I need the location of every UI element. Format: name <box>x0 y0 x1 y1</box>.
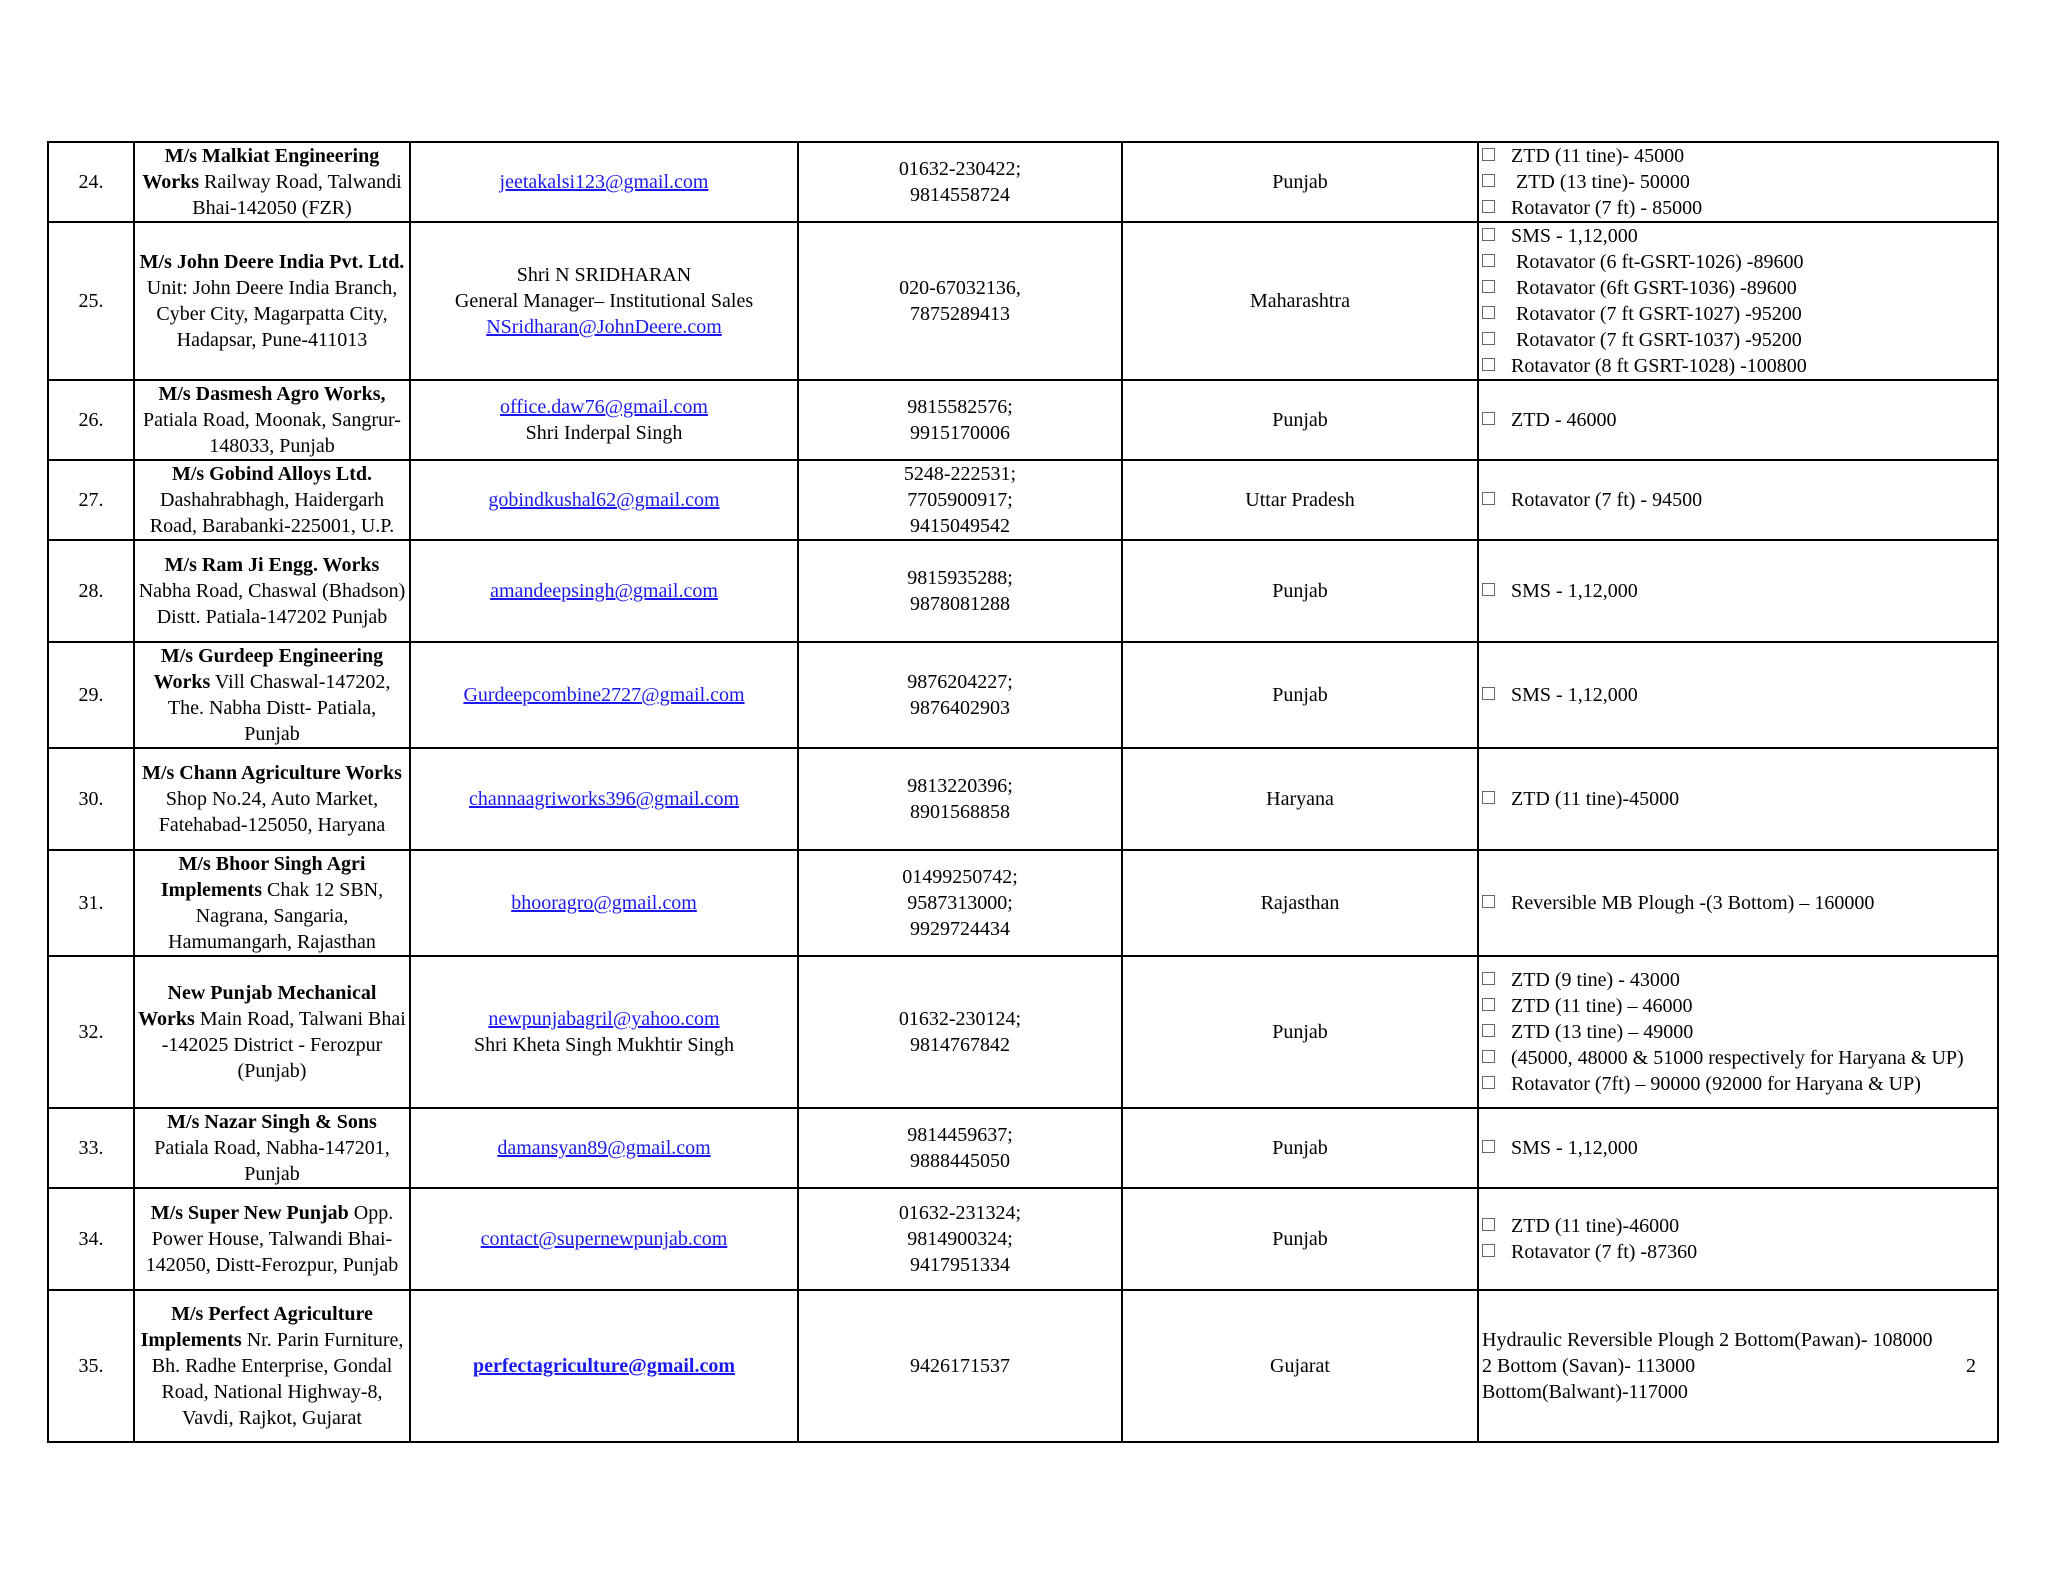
table-row <box>48 956 1998 1108</box>
item-text: 2 <box>1966 1355 1976 1377</box>
checkbox-bullet-icon <box>1482 1050 1495 1063</box>
firm-name: M/s Dasmesh Agro Works, <box>158 383 386 405</box>
checkbox-bullet-icon <box>1482 687 1495 700</box>
table-row <box>48 748 1998 850</box>
item-entry <box>1482 1071 1994 1097</box>
checkbox-bullet-icon <box>1482 412 1495 425</box>
item-entry <box>1482 1045 1994 1071</box>
serial-number: 31. <box>48 850 134 956</box>
serial-number: 34. <box>48 1188 134 1290</box>
items-cell <box>1478 222 1998 380</box>
firm-name: M/s Super New Punjab <box>150 1202 349 1224</box>
contact-person: Shri N SRIDHARAN <box>516 264 692 286</box>
serial-number: 30. <box>48 748 134 850</box>
state-cell: Punjab <box>1122 642 1478 748</box>
phone-number: 020-67032136, <box>899 277 1021 299</box>
email-line <box>414 1353 794 1379</box>
phone-number: 8901568858 <box>910 801 1010 823</box>
item-entry <box>1482 195 1994 221</box>
firm-cell <box>134 380 410 460</box>
items-cell <box>1478 1290 1998 1442</box>
item-text: SMS - 1,12,000 <box>1511 684 1638 706</box>
phone-number: 9878081288 <box>910 593 1010 615</box>
phone-number: 01499250742; <box>902 866 1018 888</box>
phone-number: 9915170006 <box>910 422 1010 444</box>
item-text: ZTD - 46000 <box>1511 409 1617 431</box>
state-cell: Punjab <box>1122 956 1478 1108</box>
firm-address: Nr. Parin Furniture, Bh. Radhe Enterprise, Gondal Road, National Highway-8, Vavdi, Rajkot, Gujarat <box>151 1329 404 1429</box>
email-link[interactable]: NSridharan@JohnDeere.com <box>486 316 722 338</box>
contact-cell <box>410 850 798 956</box>
table-row <box>48 1188 1998 1290</box>
firm-cell <box>134 1290 410 1442</box>
checkbox-bullet-icon <box>1482 148 1495 161</box>
email-line <box>414 682 794 708</box>
email-link[interactable]: damansyan89@gmail.com <box>497 1137 711 1159</box>
email-line <box>414 890 794 916</box>
table-row <box>48 222 1998 380</box>
item-entry <box>1482 327 1994 353</box>
phone-number: 9426171537 <box>910 1355 1010 1377</box>
table-row <box>48 380 1998 460</box>
firm-cell <box>134 956 410 1108</box>
firm-name: M/s Malkiat Engineering Works <box>142 145 380 193</box>
item-text: ZTD (13 tine)- 50000 <box>1511 171 1690 193</box>
email-link[interactable]: office.daw76@gmail.com <box>500 396 708 418</box>
table-row <box>48 142 1998 222</box>
checkbox-bullet-icon <box>1482 280 1495 293</box>
checkbox-bullet-icon <box>1482 998 1495 1011</box>
firm-address: Railway Road, Talwandi Bhai-142050 (FZR) <box>192 171 402 219</box>
checkbox-bullet-icon <box>1482 1140 1495 1153</box>
contact-cell <box>410 222 798 380</box>
firm-cell <box>134 1108 410 1188</box>
firm-address: Dashahrabhagh, Haidergarh Road, Barabanki-225001, U.P. <box>149 489 395 537</box>
item-text: SMS - 1,12,000 <box>1511 225 1638 247</box>
item-text: 2 Bottom (Savan)- 113000 <box>1482 1355 1696 1377</box>
item-entry <box>1482 275 1994 301</box>
firm-name: M/s Nazar Singh & Sons <box>167 1111 377 1133</box>
state-cell: Rajasthan <box>1122 850 1478 956</box>
item-entry <box>1482 223 1994 249</box>
firm-name: M/s Bhoor Singh Agri Implements <box>160 853 366 901</box>
serial-number: 27. <box>48 460 134 540</box>
item-text: ZTD (11 tine) – 46000 <box>1511 995 1693 1017</box>
item-entry <box>1482 249 1994 275</box>
email-line <box>414 786 794 812</box>
phone-number: 9815935288; <box>907 567 1013 589</box>
serial-number: 35. <box>48 1290 134 1442</box>
item-entry <box>1482 487 1994 513</box>
table-row <box>48 460 1998 540</box>
serial-number: 28. <box>48 540 134 642</box>
phone-cell <box>798 642 1122 748</box>
phone-cell <box>798 1188 1122 1290</box>
email-link[interactable]: contact@supernewpunjab.com <box>480 1228 728 1250</box>
firm-address: Chak 12 SBN, Nagrana, Sangaria, Hamumangarh, Rajasthan <box>168 879 384 953</box>
phone-number: 9814558724 <box>910 184 1010 206</box>
contact-cell <box>410 956 798 1108</box>
item-text: Rotavator (7 ft) -87360 <box>1511 1241 1698 1263</box>
state-cell: Punjab <box>1122 540 1478 642</box>
items-cell <box>1478 956 1998 1108</box>
firm-cell <box>134 642 410 748</box>
phone-number: 9417951334 <box>910 1254 1010 1276</box>
item-entry <box>1482 993 1994 1019</box>
contact-cell <box>410 1108 798 1188</box>
item-text: ZTD (11 tine)- 45000 <box>1511 145 1685 167</box>
checkbox-bullet-icon <box>1482 200 1495 213</box>
checkbox-bullet-icon <box>1482 174 1495 187</box>
table-row <box>48 1290 1998 1442</box>
phone-cell <box>798 1290 1122 1442</box>
item-text: (45000, 48000 & 51000 respectively for Haryana & UP) <box>1511 1047 1964 1069</box>
item-entry <box>1482 1019 1994 1045</box>
firm-address: Unit: John Deere India Branch, Cyber City, Magarpatta City, Hadapsar, Pune-411013 <box>146 277 398 351</box>
checkbox-bullet-icon <box>1482 1024 1495 1037</box>
email-link[interactable]: Gurdeepcombine2727@gmail.com <box>463 684 745 706</box>
item-text: ZTD (13 tine) – 49000 <box>1511 1021 1694 1043</box>
email-link[interactable]: perfectagriculture@gmail.com <box>472 1355 736 1377</box>
checkbox-bullet-icon <box>1482 583 1495 596</box>
firm-address: Vill Chaswal-147202, The. Nabha Distt- Patiala, Punjab <box>167 671 391 745</box>
items-cell <box>1478 1188 1998 1290</box>
firm-address: Patiala Road, Moonak, Sangrur- 148033, Punjab <box>143 409 401 457</box>
phone-number: 5248-222531; <box>903 463 1017 485</box>
table-row <box>48 1108 1998 1188</box>
email-line <box>414 578 794 604</box>
email-link[interactable]: channaagriworks396@gmail.com <box>468 788 739 810</box>
phone-number: 9876402903 <box>910 697 1010 719</box>
serial-number: 24. <box>48 142 134 222</box>
item-text: Rotavator (8 ft GSRT-1028) -100800 <box>1511 355 1807 377</box>
item-text: Bottom(Balwant)-117000 <box>1482 1381 1688 1403</box>
firm-address: Main Road, Talwani Bhai -142025 District - Ferozpur (Punjab) <box>161 1008 406 1082</box>
contact-cell <box>410 380 798 460</box>
phone-number: 9888445050 <box>910 1150 1010 1172</box>
document-page <box>47 141 1997 1443</box>
item-entry <box>1482 578 1994 604</box>
phone-number: 7705900917; <box>907 489 1013 511</box>
state-cell: Maharashtra <box>1122 222 1478 380</box>
item-entry <box>1482 353 1994 379</box>
items-cell <box>1478 142 1998 222</box>
item-text: Rotavator (7 ft GSRT-1037) -95200 <box>1511 329 1802 351</box>
checkbox-bullet-icon <box>1482 972 1495 985</box>
item-entry <box>1482 786 1994 812</box>
item-text: Reversible MB Plough -(3 Bottom) – 160000 <box>1511 892 1875 914</box>
checkbox-bullet-icon <box>1482 1244 1495 1257</box>
checkbox-bullet-icon <box>1482 895 1495 908</box>
phone-number: 9814767842 <box>910 1034 1010 1056</box>
item-entry <box>1482 407 1994 433</box>
table-row <box>48 642 1998 748</box>
phone-number: 9814900324; <box>907 1228 1013 1250</box>
items-cell <box>1478 380 1998 460</box>
item-text: Rotavator (7 ft) - 85000 <box>1511 197 1703 219</box>
contact-person: Shri Kheta Singh Mukhtir Singh <box>473 1034 734 1056</box>
item-text: Rotavator (6ft GSRT-1036) -89600 <box>1511 277 1797 299</box>
email-line <box>414 1226 794 1252</box>
items-cell <box>1478 540 1998 642</box>
state-cell: Punjab <box>1122 1188 1478 1290</box>
item-text: ZTD (11 tine)-45000 <box>1511 788 1680 810</box>
item-text: ZTD (11 tine)-46000 <box>1511 1215 1680 1237</box>
firm-name: M/s Perfect Agriculture Implements <box>140 1303 373 1351</box>
state-cell: Gujarat <box>1122 1290 1478 1442</box>
contact-cell <box>410 748 798 850</box>
firm-address: Shop No.24, Auto Market, Fatehabad-125050, Haryana <box>158 788 386 836</box>
state-cell: Uttar Pradesh <box>1122 460 1478 540</box>
state-cell: Punjab <box>1122 1108 1478 1188</box>
firm-cell <box>134 460 410 540</box>
checkbox-bullet-icon <box>1482 1218 1495 1231</box>
items-cell <box>1478 1108 1998 1188</box>
item-entry <box>1482 682 1994 708</box>
item-text: Rotavator (7 ft GSRT-1027) -95200 <box>1511 303 1802 325</box>
firm-address: Nabha Road, Chaswal (Bhadson) Distt. Patiala-147202 Punjab <box>138 580 406 628</box>
item-entry <box>1482 1213 1994 1239</box>
firm-cell <box>134 142 410 222</box>
firm-name: M/s John Deere India Pvt. Ltd. <box>139 251 405 273</box>
phone-number: 01632-231324; <box>898 1202 1022 1224</box>
contact-cell <box>410 642 798 748</box>
items-cell <box>1478 850 1998 956</box>
table-row <box>48 540 1998 642</box>
phone-cell <box>798 540 1122 642</box>
email-link[interactable]: jeetakalsi123@gmail.com <box>499 171 709 193</box>
phone-cell <box>798 380 1122 460</box>
phone-number: 01632-230422; <box>898 158 1022 180</box>
item-entry <box>1482 143 1994 169</box>
item-entry <box>1482 1135 1994 1161</box>
contact-cell <box>410 142 798 222</box>
firm-cell <box>134 222 410 380</box>
phone-number: 9814459637; <box>907 1124 1013 1146</box>
table-body <box>48 142 1998 1442</box>
phone-cell <box>798 1108 1122 1188</box>
phone-cell <box>798 460 1122 540</box>
checkbox-bullet-icon <box>1482 358 1495 371</box>
items-cell <box>1478 460 1998 540</box>
item-line <box>1482 1353 1994 1379</box>
contact-cell <box>410 1290 798 1442</box>
firm-name: M/s Gobind Alloys Ltd. <box>171 463 373 485</box>
email-line <box>414 394 794 420</box>
serial-number: 33. <box>48 1108 134 1188</box>
contact-cell <box>410 1188 798 1290</box>
checkbox-bullet-icon <box>1482 332 1495 345</box>
state-cell: Punjab <box>1122 142 1478 222</box>
email-link[interactable]: bhooragro@gmail.com <box>511 892 697 914</box>
item-entry <box>1482 1239 1994 1265</box>
email-line <box>414 1135 794 1161</box>
email-line <box>414 1006 794 1032</box>
email-line <box>414 487 794 513</box>
firm-address: Opp. Power House, Talwandi Bhai- 142050, Distt-Ferozpur, Punjab <box>145 1202 399 1276</box>
email-line <box>414 314 794 340</box>
item-entry <box>1482 301 1994 327</box>
phone-number: 9929724434 <box>910 918 1010 940</box>
firm-cell <box>134 1188 410 1290</box>
table-row <box>48 850 1998 956</box>
checkbox-bullet-icon <box>1482 492 1495 505</box>
item-text: ZTD (9 tine) - 43000 <box>1511 969 1680 991</box>
contact-person: General Manager– Institutional Sales <box>454 290 754 312</box>
item-entry <box>1482 169 1994 195</box>
state-cell: Haryana <box>1122 748 1478 850</box>
item-entry <box>1482 967 1994 993</box>
phone-number: 9415049542 <box>910 515 1010 537</box>
phone-cell <box>798 142 1122 222</box>
phone-cell <box>798 850 1122 956</box>
email-link[interactable]: newpunjabagril@yahoo.com <box>488 1008 720 1030</box>
serial-number: 25. <box>48 222 134 380</box>
contact-person: Shri Inderpal Singh <box>525 422 683 444</box>
phone-number: 9876204227; <box>907 671 1013 693</box>
item-text: Hydraulic Reversible Plough 2 Bottom(Pawan)- 108000 <box>1482 1329 1933 1351</box>
firm-cell <box>134 748 410 850</box>
phone-cell <box>798 748 1122 850</box>
firm-name: New Punjab Mechanical Works <box>138 982 377 1030</box>
serial-number: 29. <box>48 642 134 748</box>
email-link[interactable]: amandeepsingh@gmail.com <box>490 580 718 602</box>
phone-number: 9813220396; <box>907 775 1013 797</box>
items-cell <box>1478 642 1998 748</box>
phone-number: 01632-230124; <box>898 1008 1022 1030</box>
firm-cell <box>134 540 410 642</box>
firm-name: M/s Chann Agriculture Works <box>142 762 402 784</box>
phone-cell <box>798 956 1122 1108</box>
items-cell <box>1478 748 1998 850</box>
contact-cell <box>410 540 798 642</box>
state-cell: Punjab <box>1122 380 1478 460</box>
item-entry <box>1482 890 1994 916</box>
serial-number: 32. <box>48 956 134 1108</box>
firm-address: Patiala Road, Nabha-147201, Punjab <box>154 1137 390 1185</box>
email-line <box>414 169 794 195</box>
firm-name: M/s Ram Ji Engg. Works <box>164 554 380 576</box>
item-text: Rotavator (7ft) – 90000 (92000 for Haryana & UP) <box>1511 1073 1921 1095</box>
item-text: SMS - 1,12,000 <box>1511 580 1638 602</box>
serial-number: 26. <box>48 380 134 460</box>
phone-number: 9815582576; <box>907 396 1013 418</box>
firm-cell <box>134 850 410 956</box>
manufacturers-table <box>47 141 1999 1443</box>
item-text: Rotavator (6 ft-GSRT-1026) -89600 <box>1511 251 1804 273</box>
item-text: Rotavator (7 ft) - 94500 <box>1511 489 1703 511</box>
phone-number: 9587313000; <box>907 892 1013 914</box>
checkbox-bullet-icon <box>1482 306 1495 319</box>
firm-name: M/s Gurdeep Engineering Works <box>153 645 384 693</box>
checkbox-bullet-icon <box>1482 228 1495 241</box>
item-text: SMS - 1,12,000 <box>1511 1137 1638 1159</box>
contact-cell <box>410 460 798 540</box>
checkbox-bullet-icon <box>1482 254 1495 267</box>
email-link[interactable]: gobindkushal62@gmail.com <box>488 489 720 511</box>
checkbox-bullet-icon <box>1482 791 1495 804</box>
phone-number: 7875289413 <box>910 303 1010 325</box>
phone-cell <box>798 222 1122 380</box>
checkbox-bullet-icon <box>1482 1076 1495 1089</box>
